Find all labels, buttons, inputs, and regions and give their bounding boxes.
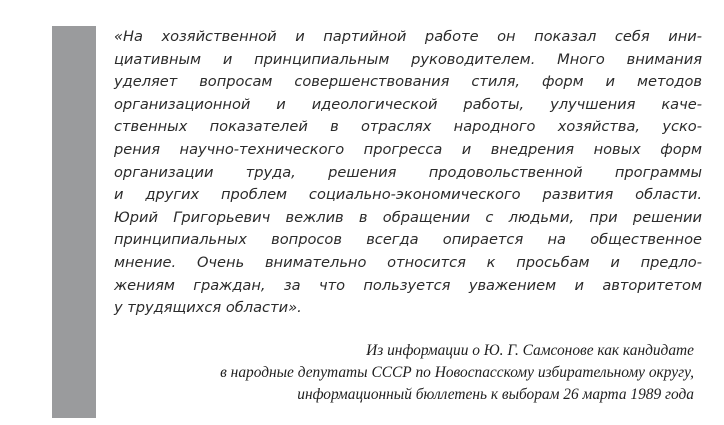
quote-line: мнение. Очень внимательно относится к просьбам и предло- [114,253,702,271]
source-attribution [94,340,694,406]
quote-line: циативным и принципиальным руководителем. Много внимания [114,50,702,68]
quote-block [114,26,702,320]
quote-line: организационной и идеологической работы, улучшения каче- [114,95,702,113]
source-line: Из информации о Ю. Г. Самсонове как кандидате [366,342,694,359]
quote-line: организации труда, решения продовольственной программы [114,163,702,181]
quote-line: ственных показателей в отраслях народного хозяйства, уско- [114,118,702,136]
quote-line: Юрий Григорьевич вежлив в обращении с людьми, при решении [114,208,702,226]
quote-line: жениям граждан, за что пользуется уважением и авторитетом [114,276,702,294]
quote-line: уделяет вопросам совершенствования стиля, форм и методов [114,73,702,91]
quote-line: и других проблем социально-экономического развития области. [114,186,702,204]
quote-line: «На хозяйственной и партийной работе он показал себя ини- [114,28,702,45]
quote-line: рения научно-технического прогресса и внедрения новых форм [114,140,702,158]
quote-line: у трудящихся области». [114,299,302,317]
source-line: информационный бюллетень к выборам 26 марта 1989 года [297,386,694,403]
source-line: в народные депутаты СССР по Новоспасскому избирательному округу, [220,364,694,381]
decorative-side-bar [52,26,96,418]
quote-line: принципиальных вопросов всегда опирается на общественное [114,231,702,249]
